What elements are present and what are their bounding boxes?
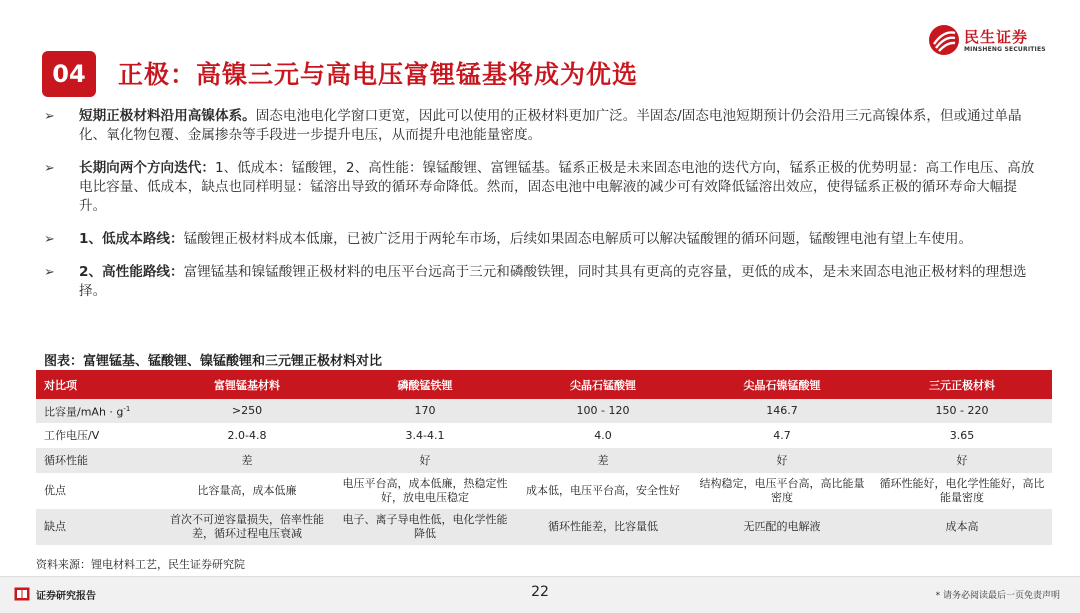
comparison-table-wrap <box>36 370 1052 545</box>
table-cell: 好 <box>336 448 514 473</box>
bullet-lead: 短期正极材料沿用高镍体系。 <box>79 108 256 124</box>
table-header-cell: 磷酸锰铁锂 <box>336 370 514 399</box>
row-label: 循环性能 <box>36 448 158 473</box>
table-cell: 好 <box>872 448 1052 473</box>
table-caption: 图表：富锂锰基、锰酸锂、镍锰酸锂和三元锂正极材料对比 <box>44 354 383 369</box>
table-cell: 差 <box>158 448 336 473</box>
table-cell: 100 - 120 <box>514 399 692 423</box>
table-cell: 循环性能好，电化学性能好，高比能量密度 <box>872 473 1052 509</box>
disclaimer-note: * 请务必阅读最后一页免责声明 <box>935 591 1060 601</box>
row-label: 比容量$/mAh \cdot g^{-1}$ <box>36 399 158 423</box>
table-header-row <box>36 370 1052 399</box>
table-cell: 循环性能差，比容量低 <box>514 509 692 545</box>
arrow-bullet-icon: ➢ <box>44 109 55 124</box>
table-cell: 结构稳定，电压平台高，高比能量密度 <box>692 473 872 509</box>
table-cell: 4.7 <box>692 423 872 448</box>
logo-chinese-name: 民生证券 <box>964 28 1029 46</box>
bullet-item <box>44 159 1044 216</box>
bullet-text: 锰酸锂正极材料成本低廉，已被广泛用于两轮车市场，后续如果固态电解质可以解决锰酸锂的循环问题，锰酸锂电池有望上车使用。 <box>183 231 973 247</box>
table-cell: 无匹配的电解液 <box>692 509 872 545</box>
comparison-table <box>36 370 1052 545</box>
table-cell: 好 <box>692 448 872 473</box>
book-icon <box>14 587 30 601</box>
table-row <box>36 448 1052 473</box>
bullet-text: 富锂锰基和镍锰酸锂正极材料的电压平台远高于三元和磷酸铁锂，同时其具有更高的克容量，更低的成本，是未来固态电池正极材料的理想选择。 <box>79 264 1027 299</box>
table-row <box>36 473 1052 509</box>
bullet-text: 1、低成本：锰酸锂，2、高性能：镍锰酸锂、富锂锰基。锰系正极是未来固态电池的迭代方向，锰系正极的优势明显：高工作电压、高放电比容量、低成本，缺点也同样明显：锰溶出导致的循环寿命降低。然而，固态电池中电解液的减少可有效降低锰溶出效应，使得锰系正极的循环寿命大幅提升。 <box>79 160 1035 214</box>
table-cell: 170 <box>336 399 514 423</box>
arrow-bullet-icon: ➢ <box>44 265 55 280</box>
company-logo <box>928 24 1058 58</box>
table-cell: 3.4-4.1 <box>336 423 514 448</box>
bullet-text: 固态电池电化学窗口更宽，因此可以使用的正极材料更加广泛。半固态/固态电池短期预计仍会沿用三元高镍体系，但或通过单晶化、氧化物包覆、金属掺杂等手段进一步提升电压，从而提升电池能量密度。 <box>79 108 1022 143</box>
table-cell: 成本低，电压平台高，安全性好 <box>514 473 692 509</box>
bullet-lead: 1、低成本路线： <box>79 231 184 247</box>
table-cell: 3.65 <box>872 423 1052 448</box>
table-cell: 150 - 220 <box>872 399 1052 423</box>
table-header-cell: 尖晶石锰酸锂 <box>514 370 692 399</box>
table-row <box>36 423 1052 448</box>
footer-report-type: 证券研究报告 <box>36 591 96 602</box>
bullet-lead: 长期向两个方向迭代： <box>79 160 215 176</box>
table-cell: >250 <box>158 399 336 423</box>
table-cell: 首次不可逆容量损失，倍率性能差，循环过程电压衰减 <box>158 509 336 545</box>
table-header-cell: 尖晶石镍锰酸锂 <box>692 370 872 399</box>
page-title: 正极：高镍三元与高电压富锂锰基将成为优选 <box>118 60 639 89</box>
table-header-cell: 三元正极材料 <box>872 370 1052 399</box>
logo-english-name: MINSHENG SECURITIES <box>964 46 1046 53</box>
table-cell: 成本高 <box>872 509 1052 545</box>
page-footer <box>0 576 1080 613</box>
bullet-item <box>44 107 1044 145</box>
page-number: 22 <box>531 584 549 600</box>
table-cell: 电子、离子导电性低，电化学性能降低 <box>336 509 514 545</box>
table-cell: 2.0-4.8 <box>158 423 336 448</box>
bullet-item <box>44 230 1044 249</box>
table-cell: 比容量高，成本低廉 <box>158 473 336 509</box>
table-cell: 4.0 <box>514 423 692 448</box>
table-cell: 差 <box>514 448 692 473</box>
bullet-lead: 2、高性能路线： <box>79 264 184 280</box>
table-cell: 146.7 <box>692 399 872 423</box>
table-cell: 电压平台高，成本低廉，热稳定性好，放电电压稳定 <box>336 473 514 509</box>
bullet-list <box>44 107 1044 315</box>
section-number-badge: 04 <box>42 51 96 97</box>
row-label: 工作电压/V <box>36 423 158 448</box>
table-row <box>36 509 1052 545</box>
arrow-bullet-icon: ➢ <box>44 232 55 247</box>
data-source-note: 资料来源：锂电材料工艺，民生证券研究院 <box>36 558 245 571</box>
table-row <box>36 399 1052 423</box>
row-label: 缺点 <box>36 509 158 545</box>
logo-mark-icon <box>928 24 960 56</box>
bullet-item <box>44 263 1044 301</box>
row-label: 优点 <box>36 473 158 509</box>
table-header-cell: 对比项 <box>36 370 158 399</box>
table-header-cell: 富锂锰基材料 <box>158 370 336 399</box>
arrow-bullet-icon: ➢ <box>44 161 55 176</box>
